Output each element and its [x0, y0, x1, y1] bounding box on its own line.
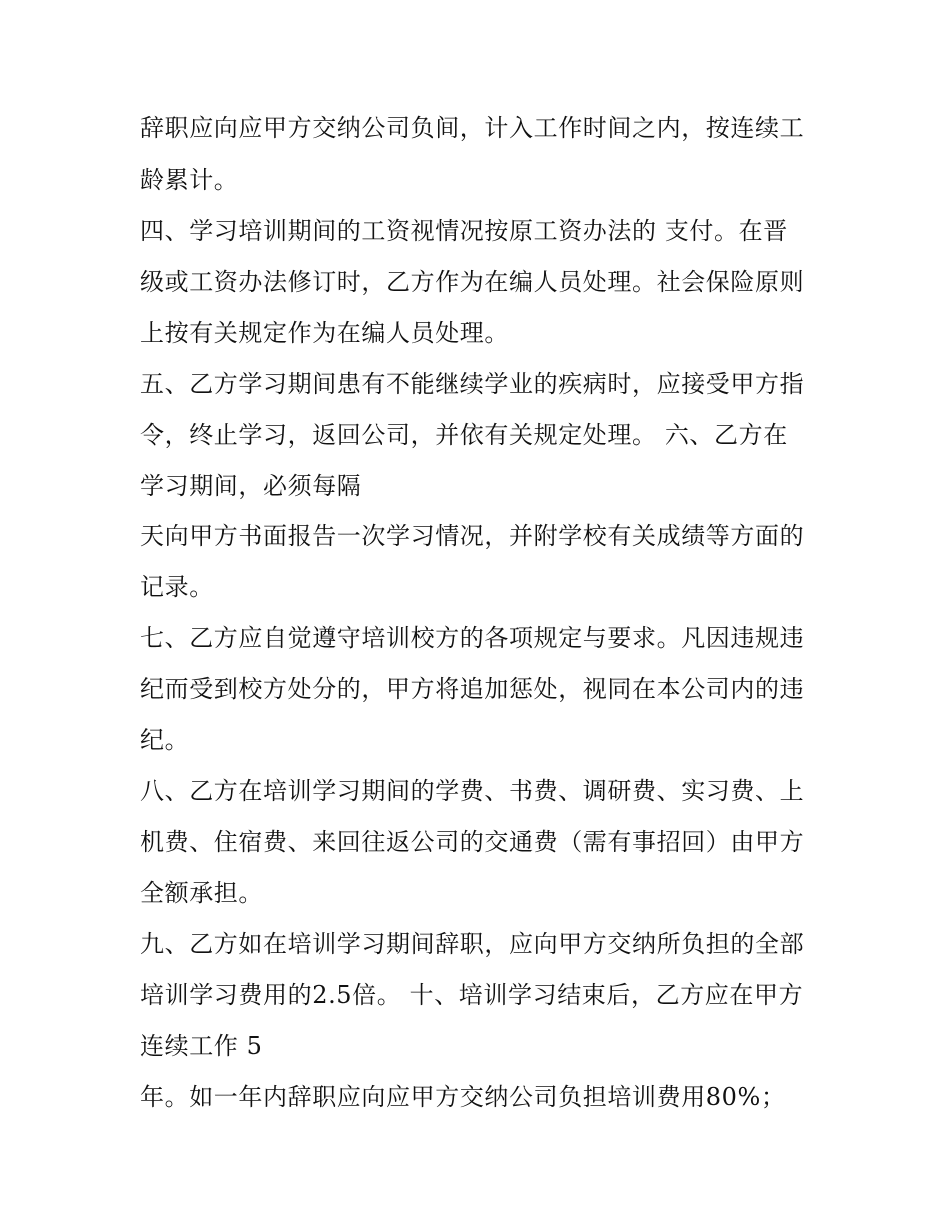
- body-text-line: 学习期间，必须每隔: [140, 472, 362, 500]
- body-text-line: 连续工作 5: [140, 1032, 263, 1060]
- body-text-line: 龄累计。: [140, 166, 239, 194]
- body-text-line: 机费、住宿费、来回往返公司的交通费（需有事招回）由甲方: [140, 828, 805, 856]
- body-text-line: 九、乙方如在培训学习期间辞职，应向甲方交纳所负担的全部: [140, 930, 805, 958]
- body-text-line: 级或工资办法修订时，乙方作为在编人员处理。社会保险原则: [140, 268, 805, 296]
- body-text-line: 记录。: [140, 573, 214, 601]
- body-text-line: 五、乙方学习期间患有不能继续学业的疾病时，应接受甲方指: [140, 370, 805, 398]
- body-text-line: 辞职应向应甲方交纳公司负间，计入工作时间之内，按连续工: [140, 114, 805, 142]
- body-text-line: 年。如一年内辞职应向应甲方交纳公司负担培训费用80%；: [140, 1083, 786, 1111]
- body-text-line: 四、学习培训期间的工资视情况按原工资办法的 支付。在晋: [140, 217, 788, 245]
- body-text-line: 八、乙方在培训学习期间的学费、书费、调研费、实习费、上: [140, 777, 805, 805]
- body-text-line: 培训学习费用的2.5倍。 十、培训学习结束后，乙方应在甲方: [140, 981, 804, 1009]
- body-text-line: 七、乙方应自觉遵守培训校方的各项规定与要求。凡因违规违: [140, 624, 805, 652]
- body-text-line: 令，终止学习，返回公司，并依有关规定处理。 六、乙方在: [140, 421, 788, 449]
- body-text-line: 全额承担。: [140, 879, 263, 907]
- body-text-line: 天向甲方书面报告一次学习情况，并附学校有关成绩等方面的: [140, 522, 805, 550]
- body-text-line: 纪而受到校方处分的，甲方将追加惩处，视同在本公司内的违: [140, 675, 805, 703]
- body-text-line: 纪。: [140, 726, 190, 754]
- body-text-line: 上按有关规定作为在编人员处理。: [140, 319, 509, 347]
